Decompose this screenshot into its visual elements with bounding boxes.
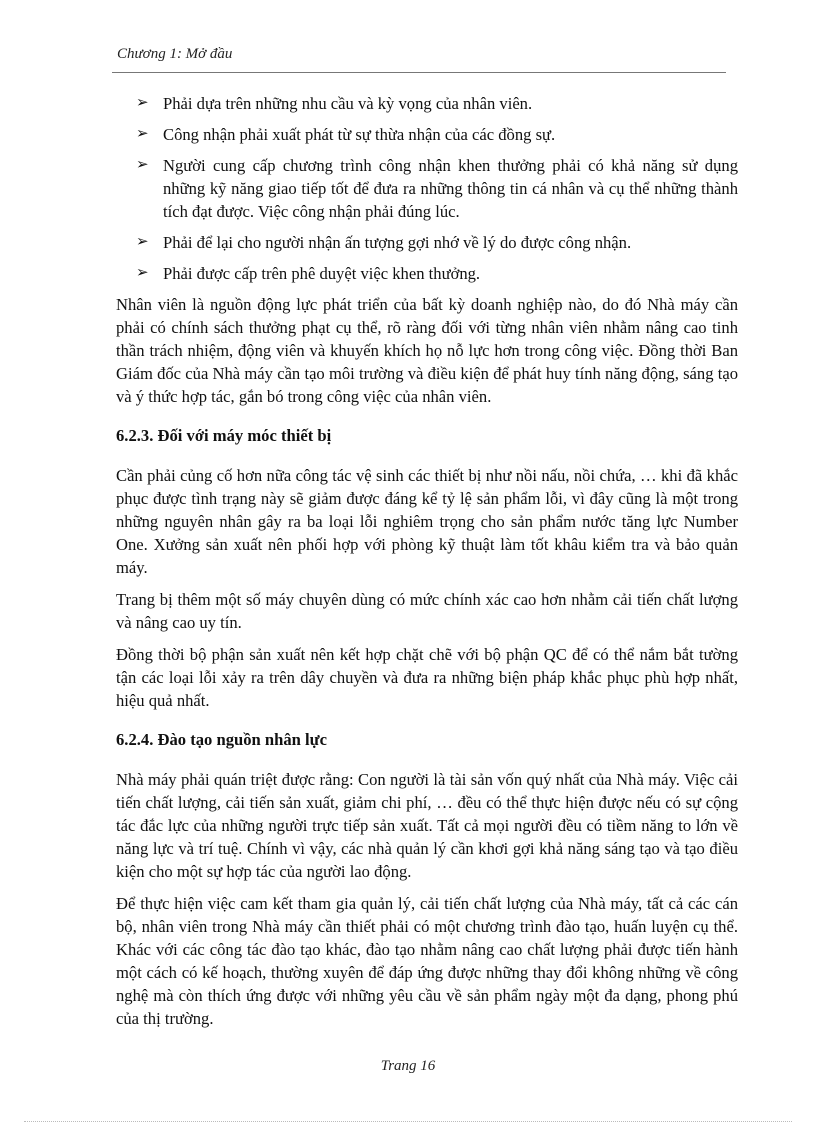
paragraph: Để thực hiện việc cam kết tham gia quản lý, cải tiến chất lượng của Nhà máy, tất cả các cán bộ, nhân viên trong Nhà máy cần thiết phải có một chương trình đào tạo, huấn luyện cụ thể. Khác với các công tác đào tạo khác, đào tạo nhằm nâng cao chất lượng phải được tiến hành một cách có kế hoạch, thường xuyên để đáp ứng được những thay đổi không những về công nghệ mà còn thích ứng được với những yêu cầu về sản phẩm ngày một đa dạng, phong phú của thị trường. bbox=[116, 894, 738, 1028]
section-heading-equipment: 6.2.3. Đối với máy móc thiết bị bbox=[116, 426, 332, 445]
paragraph: Cần phải củng cố hơn nữa công tác vệ sinh các thiết bị như nồi nấu, nồi chứa, … khi đã khắc phục được tình trạng này sẽ giảm được đáng kể tỷ lệ sản phẩm lỗi, vì đây cũng là một trong những nguyên nhân gây ra ba loại lỗi nghiêm trọng cho sản phẩm nước tăng lực Number One. Xưởng sản xuất nên phối hợp với phòng kỹ thuật làm tốt khâu kiểm tra và bảo quản máy. bbox=[116, 466, 738, 577]
list-item-text: Phải dựa trên những nhu cầu và kỳ vọng của nhân viên. bbox=[163, 94, 533, 113]
arrow-bullet-icon: ➢ bbox=[136, 95, 149, 111]
list-item bbox=[116, 154, 738, 223]
criteria-list bbox=[116, 92, 738, 285]
page-bottom-divider bbox=[24, 1121, 792, 1122]
list-item-text: Phải được cấp trên phê duyệt việc khen thưởng. bbox=[163, 264, 481, 283]
list-item-text: Công nhận phải xuất phát từ sự thừa nhận của các đồng sự. bbox=[163, 125, 556, 144]
paragraph: Nhà máy phải quán triệt được rằng: Con người là tài sản vốn quý nhất của Nhà máy. Việc cải tiến chất lượng, cải tiến sản xuất, giảm chi phí, … đều có thể thực hiện được nếu có sự cộng tác đắc lực của những người trực tiếp sản xuất. Tất cả mọi người đều có tiềm năng to lớn về năng lực và trí tuệ. Chính vì vậy, các nhà quản lý cần khơi gợi khả năng sáng tạo và tạo điều kiện cho một sự hợp tác của người lao động. bbox=[116, 770, 738, 881]
arrow-bullet-icon: ➢ bbox=[136, 157, 149, 173]
arrow-bullet-icon: ➢ bbox=[136, 234, 149, 250]
list-item bbox=[116, 92, 738, 115]
list-item bbox=[116, 123, 738, 146]
header-divider bbox=[112, 72, 726, 73]
list-item bbox=[116, 262, 738, 285]
arrow-bullet-icon: ➢ bbox=[136, 126, 149, 142]
section-heading-training: 6.2.4. Đào tạo nguồn nhân lực bbox=[116, 730, 327, 749]
chapter-header: Chương 1: Mở đầu bbox=[117, 46, 233, 62]
intro-paragraph: Nhân viên là nguồn động lực phát triển của bất kỳ doanh nghiệp nào, do đó Nhà máy cần phải có chính sách thưởng phạt cụ thể, rõ ràng đối với từng nhân viên nhằm nâng cao tinh thần trách nhiệm, động viên và khuyến khích họ nỗ lực hơn trong công việc. Đồng thời Ban Giám đốc của Nhà máy cần tạo môi trường và điều kiện để phát huy tính năng động, sáng tạo và ý thức hợp tác, gắn bó trong công việc của nhân viên. bbox=[116, 295, 738, 406]
page-content bbox=[116, 92, 738, 1039]
list-item-text: Người cung cấp chương trình công nhận khen thưởng phải có khả năng sử dụng những kỹ năng giao tiếp tốt để đưa ra những thông tin cá nhân và cụ thể những thành tích đạt được. Việc công nhận phải đúng lúc. bbox=[163, 156, 738, 221]
paragraph: Trang bị thêm một số máy chuyên dùng có mức chính xác cao hơn nhằm cải tiến chất lượng và nâng cao uy tín. bbox=[116, 590, 738, 632]
list-item bbox=[116, 231, 738, 254]
list-item-text: Phải để lại cho người nhận ấn tượng gợi nhớ về lý do được công nhận. bbox=[163, 233, 632, 252]
paragraph: Đồng thời bộ phận sản xuất nên kết hợp chặt chẽ với bộ phận QC để có thể nắm bắt tường tận các loại lỗi xảy ra trên dây chuyền và đưa ra những biện pháp khắc phục phù hợp nhất, hiệu quả nhất. bbox=[116, 645, 738, 710]
arrow-bullet-icon: ➢ bbox=[136, 265, 149, 281]
page-number: Trang 16 bbox=[380, 1058, 436, 1074]
